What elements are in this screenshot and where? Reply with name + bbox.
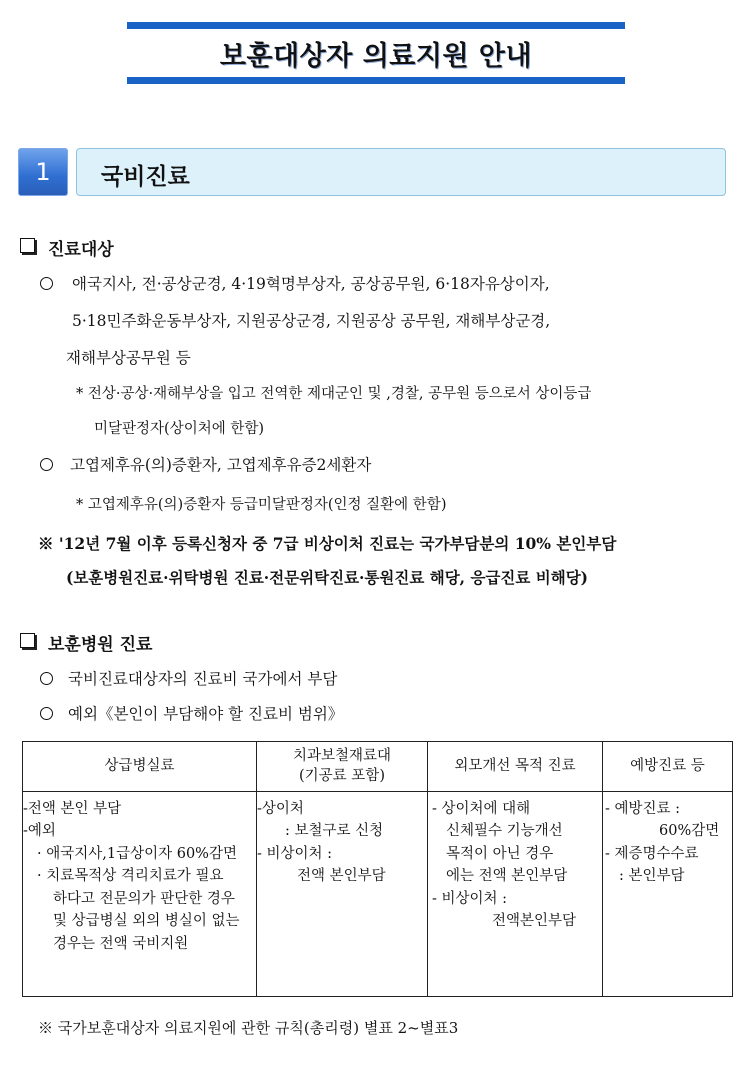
- table-header-line: 치과보철재료대: [292, 747, 392, 764]
- exception-table: [22, 741, 733, 997]
- cell-line: -전액 본인 부담: [23, 801, 122, 817]
- eligibility-line-1: 애국지사, 전·공상군경, 4·19혁명부상자, 공상공무원, 6·18자유상이자,: [72, 275, 550, 293]
- cell-line: 목적이 아닌 경우: [446, 845, 554, 862]
- cell-line: : 보철구로 신청: [285, 823, 384, 840]
- cell-line: 에는 전액 본인부담: [446, 868, 568, 885]
- checkbox-square-icon: [20, 633, 35, 648]
- title-bottom-rule: [127, 77, 625, 84]
- subsection-heading-hospital: 보훈병원 진료: [48, 635, 153, 655]
- table-header-line: (기공료 포함): [299, 767, 385, 784]
- table-header: 예방진료 등: [603, 742, 733, 792]
- table-cell-dental: [257, 792, 428, 997]
- table-header: [257, 742, 428, 792]
- cell-line: 및 상급병실 외의 병실이 없는: [53, 913, 240, 930]
- cell-line: -상이처: [257, 801, 304, 817]
- table-header: 외모개선 목적 진료: [428, 742, 603, 792]
- cell-line: 신체필수 기능개선: [446, 823, 563, 840]
- table-row: [23, 792, 733, 997]
- cell-line: · 치료목적상 격리치료가 필요: [37, 868, 224, 885]
- cell-line: -예외: [23, 823, 56, 840]
- table-cell-cosmetic: [428, 792, 603, 997]
- cell-line: · 애국지사,1급상이자 60%감면: [37, 845, 237, 862]
- cell-line: 경우는 전액 국비지원: [53, 935, 189, 952]
- cell-line: 전액본인부담: [492, 913, 577, 930]
- table-header-row: [23, 742, 733, 792]
- circle-bullet-icon: [40, 458, 53, 471]
- section-title-box: [76, 148, 726, 196]
- cell-line: 하다고 전문의가 판단한 경우: [53, 890, 235, 907]
- title-top-rule: [127, 22, 625, 29]
- cell-line: 전액 본인부담: [297, 868, 386, 885]
- checkbox-square-icon: [20, 238, 35, 253]
- cell-line: - 예방진료 :: [605, 801, 681, 817]
- title-banner: [127, 22, 625, 84]
- eligibility-line-3: 재해부상공무원 등: [66, 349, 191, 367]
- page-title: 보훈대상자 의료지원 안내: [219, 41, 533, 72]
- cell-line: - 상이처에 대해: [432, 801, 531, 817]
- cell-line: - 비상이처 :: [257, 845, 333, 862]
- hospital-line-2: 예외《본인이 부담해야 할 진료비 범위》: [68, 705, 344, 723]
- circle-bullet-icon: [40, 672, 53, 685]
- hospital-line-1: 국비진료대상자의 진료비 국가에서 부담: [68, 670, 338, 688]
- cell-line: - 제증명수수료: [605, 845, 699, 862]
- cell-line: : 본인부담: [619, 868, 685, 885]
- cell-line: - 비상이처 :: [432, 890, 508, 907]
- note-line-2: 미달판정자(상이처에 한함): [94, 421, 264, 437]
- note-line-1: * 전상·공상·재해부상을 입고 전역한 제대군인 및 ,경찰, 공무원 등으로서 상이등급: [76, 386, 592, 402]
- circle-bullet-icon: [40, 707, 53, 720]
- section-title: 국비진료: [101, 164, 190, 190]
- section-number-badge: 1: [18, 148, 68, 196]
- eligibility-line-2: 5·18민주화운동부상자, 지원공상군경, 지원공상 공무원, 재해부상군경,: [72, 312, 551, 330]
- eligibility-agent-orange: 고엽제후유(의)증환자, 고엽제후유증2세환자: [70, 456, 372, 474]
- subsection-heading-eligibility: 진료대상: [48, 240, 114, 260]
- circle-bullet-icon: [40, 277, 53, 290]
- table-header: 상급병실료: [23, 742, 257, 792]
- note-agent-orange: * 고엽제후유(의)증환자 등급미달판정자(인정 질환에 한함): [76, 497, 447, 513]
- footnote: ※ 국가보훈대상자 의료지원에 관한 규칙(총리령) 별표 2~별표3: [38, 1019, 459, 1037]
- remark-line-1: ※ '12년 7월 이후 등록신청자 중 7급 비상이처 진료는 국가부담분의 10% 본인부담: [38, 534, 617, 553]
- cell-line: 60%감면: [659, 823, 720, 840]
- table-cell-preventive: [603, 792, 733, 997]
- table-cell-premium-room: [23, 792, 257, 997]
- remark-line-2: (보훈병원진료·위탁병원 진료·전문위탁진료·통원진료 해당, 응급진료 비해당): [66, 568, 589, 587]
